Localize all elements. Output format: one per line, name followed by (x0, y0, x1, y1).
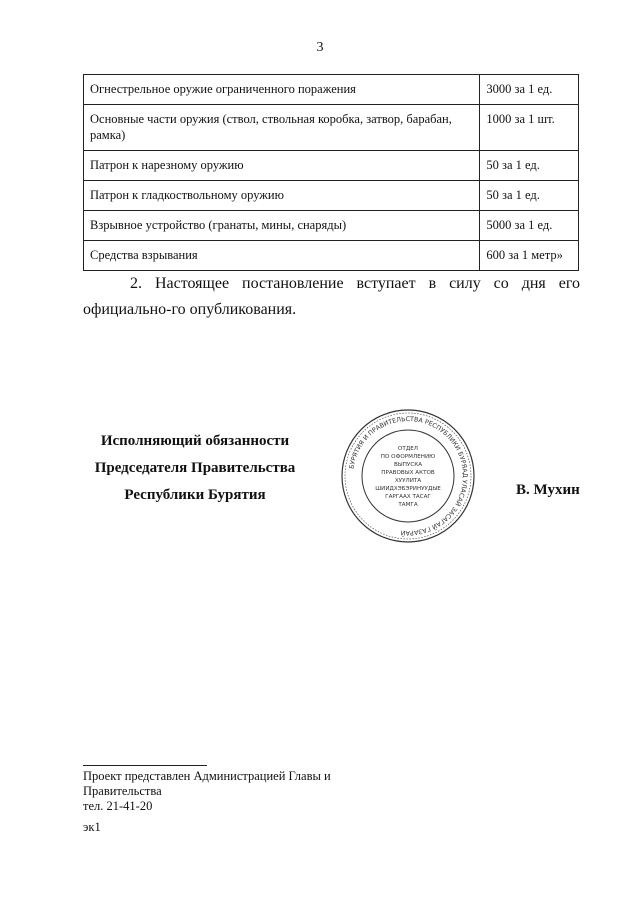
effective-date-paragraph (83, 271, 580, 323)
signatory-name: В. Мухин (516, 482, 580, 498)
paragraph-text: 2. Настоящее постановление вступает в силу со дня его официально-го опубликования. (83, 275, 580, 318)
seal-center-line: ОТДЕЛ (398, 446, 418, 452)
signatory-title-line: Республики Бурятия (124, 487, 266, 503)
table-cell-name: Взрывное устройство (гранаты, мины, снаряды) (84, 211, 480, 241)
table-cell-rate: 50 за 1 ед. (480, 151, 579, 181)
footnote (83, 769, 363, 814)
footnote-divider (83, 765, 207, 766)
signatory-title-line: Исполняющий обязанности (100, 433, 290, 449)
seal-ring-textpath: БУРЯТИЯ И ПРАВИТЕЛЬСТВА РЕСПУБЛИКИ БУРЯАД УЛАСАЙ ЗАСАГАЙ ГАЗАРАЙ (348, 415, 469, 537)
table-cell-rate: 5000 за 1 ед. (480, 211, 579, 241)
table-row (84, 211, 579, 241)
table-cell-name: Патрон к нарезному оружию (84, 151, 480, 181)
table-cell-rate: 3000 за 1 ед. (480, 75, 579, 105)
seal-center-line: ХУУЛИТА (394, 478, 422, 484)
footnote-line: Правительства (83, 784, 162, 798)
official-seal (340, 408, 476, 544)
table-row (84, 151, 579, 181)
signatory-title (85, 428, 305, 509)
seal-center-line: ПО ОФОРМЛЕНИЮ (380, 454, 436, 460)
seal-center-line: ПРАВОВЫХ АКТОВ (381, 470, 435, 476)
table-cell-name: Средства взрывания (84, 241, 480, 271)
seal-ring-text (348, 416, 468, 538)
seal-center-line: ШИИДХЭБЭРИНУУДЫЕ (375, 486, 441, 492)
document-code: эк1 (83, 820, 101, 834)
table-row (84, 105, 579, 151)
seal-center-line: ГАРГААХ ТАСАГ (385, 494, 431, 500)
seal-dotted-ring (345, 413, 471, 539)
table-cell-name: Огнестрельное оружие ограниченного поражения (84, 75, 480, 105)
footnote-line: Проект представлен Администрацией Главы и (83, 769, 331, 783)
table-row (84, 181, 579, 211)
table-cell-rate: 50 за 1 ед. (480, 181, 579, 211)
seal-center-line: ВЫПУСКА (393, 462, 423, 468)
seal-inner-ring (362, 430, 454, 522)
table-cell-rate: 600 за 1 метр» (480, 241, 579, 271)
table-cell-rate: 1000 за 1 шт. (480, 105, 579, 151)
table-cell-name: Патрон к гладкоствольному оружию (84, 181, 480, 211)
table-cell-name: Основные части оружия (ствол, ствольная коробка, затвор, барабан, рамка) (84, 105, 480, 151)
table-row (84, 241, 579, 271)
footnote-phone: тел. 21-41-20 (83, 799, 153, 813)
signatory-title-line: Председателя Правительства (94, 460, 296, 476)
seal-center-line: ТАМГА (398, 502, 418, 508)
table-row (84, 75, 579, 105)
rates-table (83, 74, 579, 271)
page-number: 3 (316, 40, 324, 55)
